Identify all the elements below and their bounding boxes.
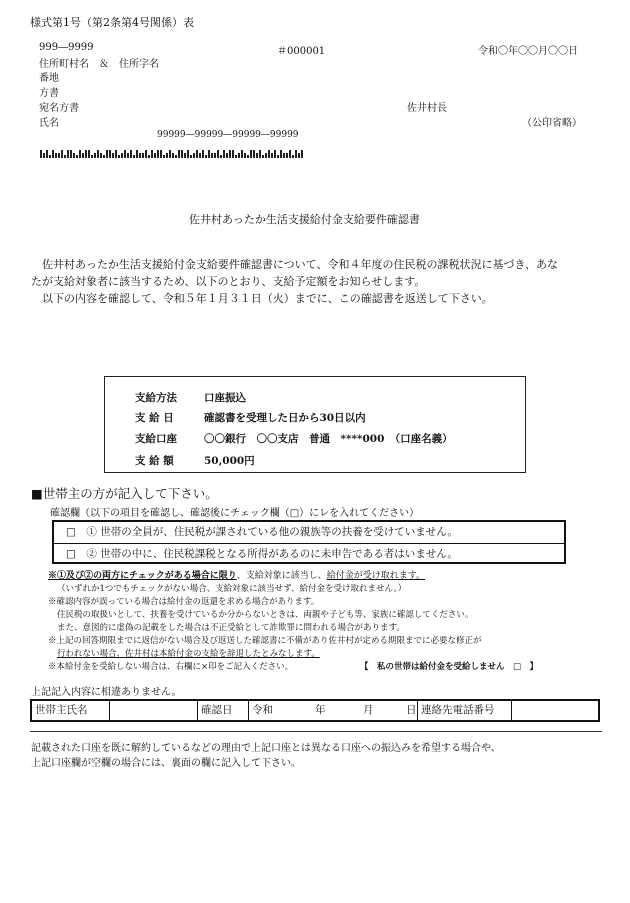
payment-amount-label: 支 給 額	[135, 455, 174, 467]
footer-line-2: 上記口座欄が空欄の場合には、裏面の欄に記入して下さい。	[31, 758, 301, 769]
householder-heading: ■世帯主の方が記入して下さい。	[31, 486, 218, 501]
check-item-1[interactable]: □ ① 世帯の全員が、住民税が課されている他の親族等の扶養を受けていません。	[66, 526, 458, 538]
footer-line-1: 記載された口座を既に解約しているなどの理由で上記口座とは異なる口座への振込みを希望する場合や、	[31, 743, 501, 754]
note-7: 行われない場合、佐井村は本給付金の支給を辞退したとみなします。	[57, 649, 320, 659]
payment-account-row	[135, 431, 453, 446]
postal-code: 999―9999	[39, 42, 94, 53]
payment-date-value: 確認書を受理した日から30日以内	[204, 412, 366, 424]
payment-details-box	[104, 376, 526, 473]
payment-method-value: 口座振込	[204, 392, 246, 404]
note-1-bold: ※①及び②の両方にチェックがある場合に限り	[48, 571, 237, 581]
postal-barcode	[40, 150, 305, 158]
address-line-1: 住所町村名 ＆ 住所字名	[39, 59, 159, 70]
payment-amount-row	[135, 453, 255, 468]
intro-p2: 以下の内容を確認して、令和５年１月３１日（火）までに、この確認書を返送して下さい。	[42, 292, 493, 305]
intro-p1-line2: たが支給対象者に該当するため、以下のとおり、支給予定額をお知らせします。	[31, 275, 426, 288]
confirm-date-field[interactable]	[249, 701, 418, 720]
serial-number: ＃000001	[277, 46, 326, 57]
check-instruction: 確認欄（以下の項目を確認し、確認後にチェック欄（□）にレを入れてください）	[50, 508, 420, 519]
payment-account-label: 支給口座	[135, 433, 177, 445]
customer-code: 99999―99999―99999―99999	[157, 130, 299, 140]
intro-p1-line1: 佐井村あったか生活支援給付金支給要件確認書について、令和４年度の住民税の課税状況に基づき、あな	[42, 258, 559, 271]
phone-field[interactable]	[512, 701, 598, 720]
note-8: ※本給付金を受給しない場合は、右欄に×印をご記入ください。	[48, 662, 294, 672]
address-line-3: 方書	[39, 88, 59, 99]
note-6: ※上記の回答期限までに返信がない場合及び返送した確認書に不備があり佐井村が定める期限までに必要な修正が	[48, 636, 482, 646]
divider	[30, 731, 602, 732]
payment-date-label: 支 給 日	[135, 412, 174, 424]
decline-checkbox[interactable]: 【 私の世帯は給付金を受給しません □ 】	[360, 662, 539, 672]
date-day: 日	[406, 704, 417, 716]
date-month: 月	[363, 704, 374, 716]
payment-date-row	[135, 410, 366, 425]
payment-method-label: 支給方法	[135, 392, 177, 404]
confirmation-checklist	[52, 520, 566, 564]
note-3: ※確認内容が誤っている場合は給付金の返還を求める場合があります。	[48, 597, 320, 607]
check-item-2[interactable]: □ ② 世帯の中に、住民税課税となる所得があるのに未申告である者はいません。	[54, 543, 564, 564]
note-4: 住民税の取扱いとして、扶養を受けているか分からないときは、両親や子ども等、家族に確認してください。	[57, 610, 474, 620]
recipient-name: 氏名	[39, 118, 59, 129]
householder-name-label: 世帯主氏名	[32, 701, 110, 720]
document-title: 佐井村あったか生活支援給付金支給要件確認書	[189, 213, 420, 226]
confirm-date-label: 確認日	[198, 701, 249, 720]
note-2: （いずれか1つでもチェックがない場合、支給対象に該当せず、給付金を受け取れません。）	[57, 584, 407, 594]
payment-method-row	[135, 390, 246, 405]
address-line-4: 宛名方書	[39, 103, 79, 114]
date-year: 年	[315, 704, 326, 716]
date-era: 令和	[252, 704, 273, 716]
phone-label: 連絡先電話番号	[418, 701, 512, 720]
confirm-text: 上記記入内容に相違ありません。	[31, 687, 182, 698]
payment-account-value: 〇〇銀行 〇〇支店 普通 ****000 （口座名義）	[204, 433, 453, 445]
issuer: 佐井村長	[407, 103, 447, 114]
form-number: 様式第1号（第2条第4号関係）表	[30, 16, 194, 29]
signature-table	[30, 699, 600, 722]
note-1	[48, 568, 425, 581]
seal-note: （公印省略）	[522, 118, 582, 129]
address-line-2: 番地	[39, 73, 59, 84]
householder-name-field[interactable]	[110, 701, 198, 720]
note-1-underline: 給付金が受け取れます。	[326, 571, 426, 581]
issue-date: 令和〇年〇〇月〇〇日	[478, 46, 578, 57]
note-5: また、意図的に虚偽の記載をした場合は不正受給として詐欺罪に問われる場合があります。	[57, 623, 405, 633]
payment-amount-value: 50,000円	[204, 455, 255, 467]
note-1-mid: 、支給対象に該当し、	[236, 571, 327, 581]
